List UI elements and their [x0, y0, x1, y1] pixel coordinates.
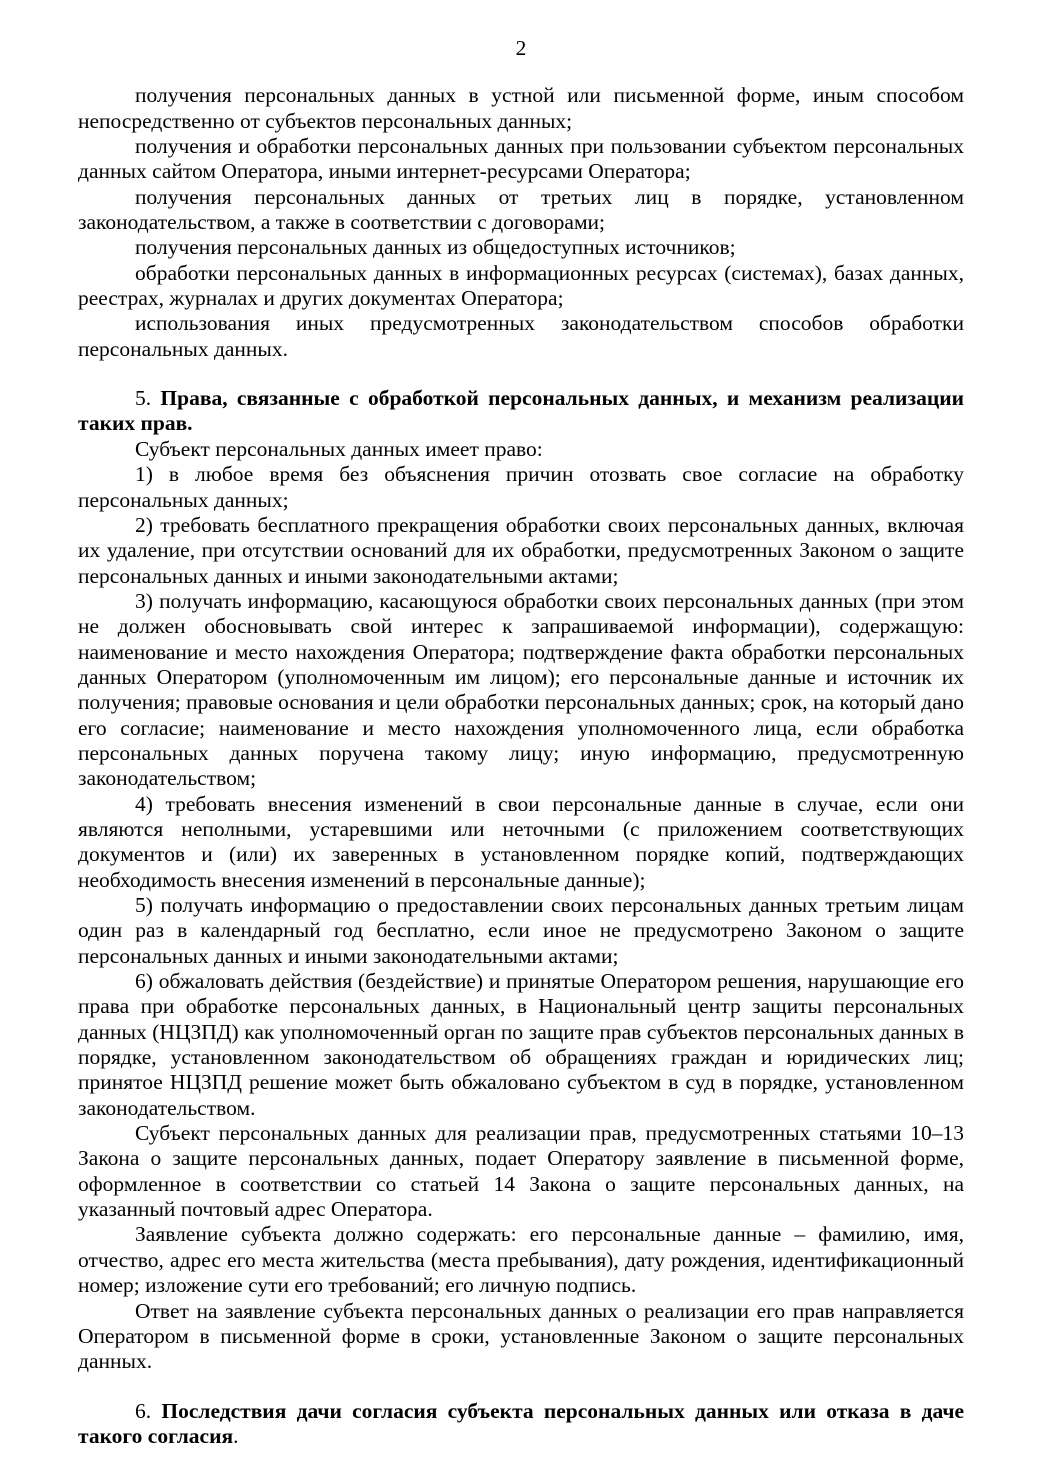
paragraph-text: 6) обжаловать действия (бездействие) и принятые Оператором решения, нарушающие его права при обработке персональных данных, в Национальный центр защиты персональных данных (НЦЗПД) как уполномоченный орган по защите прав субъектов персональных данных в порядке, установленном законодательством об обращениях граждан и юридических лиц; принятое НЦЗПД решение может быть обжаловано субъектом в суд в порядке, установленном законодательством. [78, 969, 964, 1120]
paragraph [78, 1222, 964, 1298]
paragraph [78, 513, 964, 589]
paragraph [78, 969, 964, 1121]
paragraph [78, 311, 964, 362]
paragraph [78, 261, 964, 312]
paragraph [78, 893, 964, 969]
paragraph-text: получения персональных данных из общедоступных источников; [135, 235, 736, 260]
paragraph-text: получения персональных данных от третьих лиц в порядке, установленном законодательством, а также в соответствии с договорами; [78, 184, 964, 235]
paragraph [78, 1299, 964, 1375]
paragraph-text: обработки персональных данных в информационных ресурсах (системах), базах данных, реестрах, журналах и других документах Оператора; [78, 260, 964, 311]
paragraph-text: 3) получать информацию, касающуюся обработки своих персональных данных (при этом не должен обосновывать свой интерес к запрашиваемой информации), содержащую: наименование и место нахождения Оператора; подтверждение факта обработки персональных данных Оператором (уполномоченным им лицом); его персональные данные и источник их получения; правовые основания и цели обработки персональных данных; срок, на который дано его согласие; наименование и место нахождения уполномоченного лица, если обработка персональных данных поручена такому лицу; иную информацию, предусмотренную законодательством; [78, 588, 964, 791]
paragraph-text: Ответ на заявление субъекта персональных данных о реализации его прав направляется Оператором в письменной форме в сроки, установленные Законом о защите персональных данных. [78, 1298, 964, 1374]
heading-title: Права, связанные с обработкой персональных данных, и механизм реализации таких прав. [78, 386, 964, 436]
section-heading [78, 386, 964, 437]
paragraph [78, 235, 964, 260]
heading-number: 5. [135, 386, 161, 411]
heading-suffix: . [233, 1423, 239, 1448]
paragraph [78, 134, 964, 185]
paragraph-text: 1) в любое время без объяснения причин отозвать свое согласие на обработку персональных данных; [78, 462, 964, 512]
paragraph-text: 5) получать информацию о предоставлении своих персональных данных третьим лицам один раз в календарный год бесплатно, если иное не предусмотрено Законом о защите персональных данных и иными законодательными актами; [78, 893, 964, 968]
paragraph-text: 4) требовать внесения изменений в свои персональные данные в случае, если они являются неполными, устаревшими или неточными (с приложением соответствующих документов и (или) их заверенных в установленном порядке копий, подтверждающих необходимость внесения изменений в персональные данные); [78, 791, 964, 892]
paragraph-text: Заявление субъекта должно содержать: его персональные данные – фамилию, имя, отчество, адрес его места жительства (места пребывания), дату рождения, идентификационный номер; изложение сути его требований; его личную подпись. [78, 1222, 964, 1298]
paragraph-text: получения и обработки персональных данных при пользовании субъектом персональных данных сайтом Оператора, иными интернет-ресурсами Оператора; [78, 134, 964, 184]
document-body [78, 83, 964, 1449]
paragraph [78, 462, 964, 513]
paragraph [78, 185, 964, 236]
paragraph [78, 437, 964, 462]
heading-title: Последствия дачи согласия субъекта персональных данных или отказа в даче такого согласия [78, 1398, 964, 1448]
paragraph [78, 589, 964, 792]
section-heading [78, 1399, 964, 1450]
paragraph-text: получения персональных данных в устной или письменной форме, иным способом непосредственно от субъектов персональных данных; [78, 83, 964, 133]
paragraph-text: использования иных предусмотренных законодательством способов обработки персональных данных. [78, 311, 964, 361]
paragraph-text: Субъект персональных данных имеет право: [135, 436, 543, 461]
page-number: 2 [515, 36, 527, 60]
paragraph [78, 1121, 964, 1222]
paragraph [78, 792, 964, 893]
paragraph-text: 2) требовать бесплатного прекращения обработки своих персональных данных, включая их удаление, при отсутствии оснований для их обработки, предусмотренных Законом о защите персональных данных и иными законодательными актами; [78, 512, 964, 588]
heading-number: 6. [135, 1398, 162, 1423]
paragraph-text: Субъект персональных данных для реализации прав, предусмотренных статьями 10–13 Закона о защите персональных данных, подает Оператору заявление в письменной форме, оформленное в соответствии со статьей 14 Закона о защите персональных данных, на указанный почтовый адрес Оператора. [78, 1121, 964, 1222]
paragraph [78, 83, 964, 134]
